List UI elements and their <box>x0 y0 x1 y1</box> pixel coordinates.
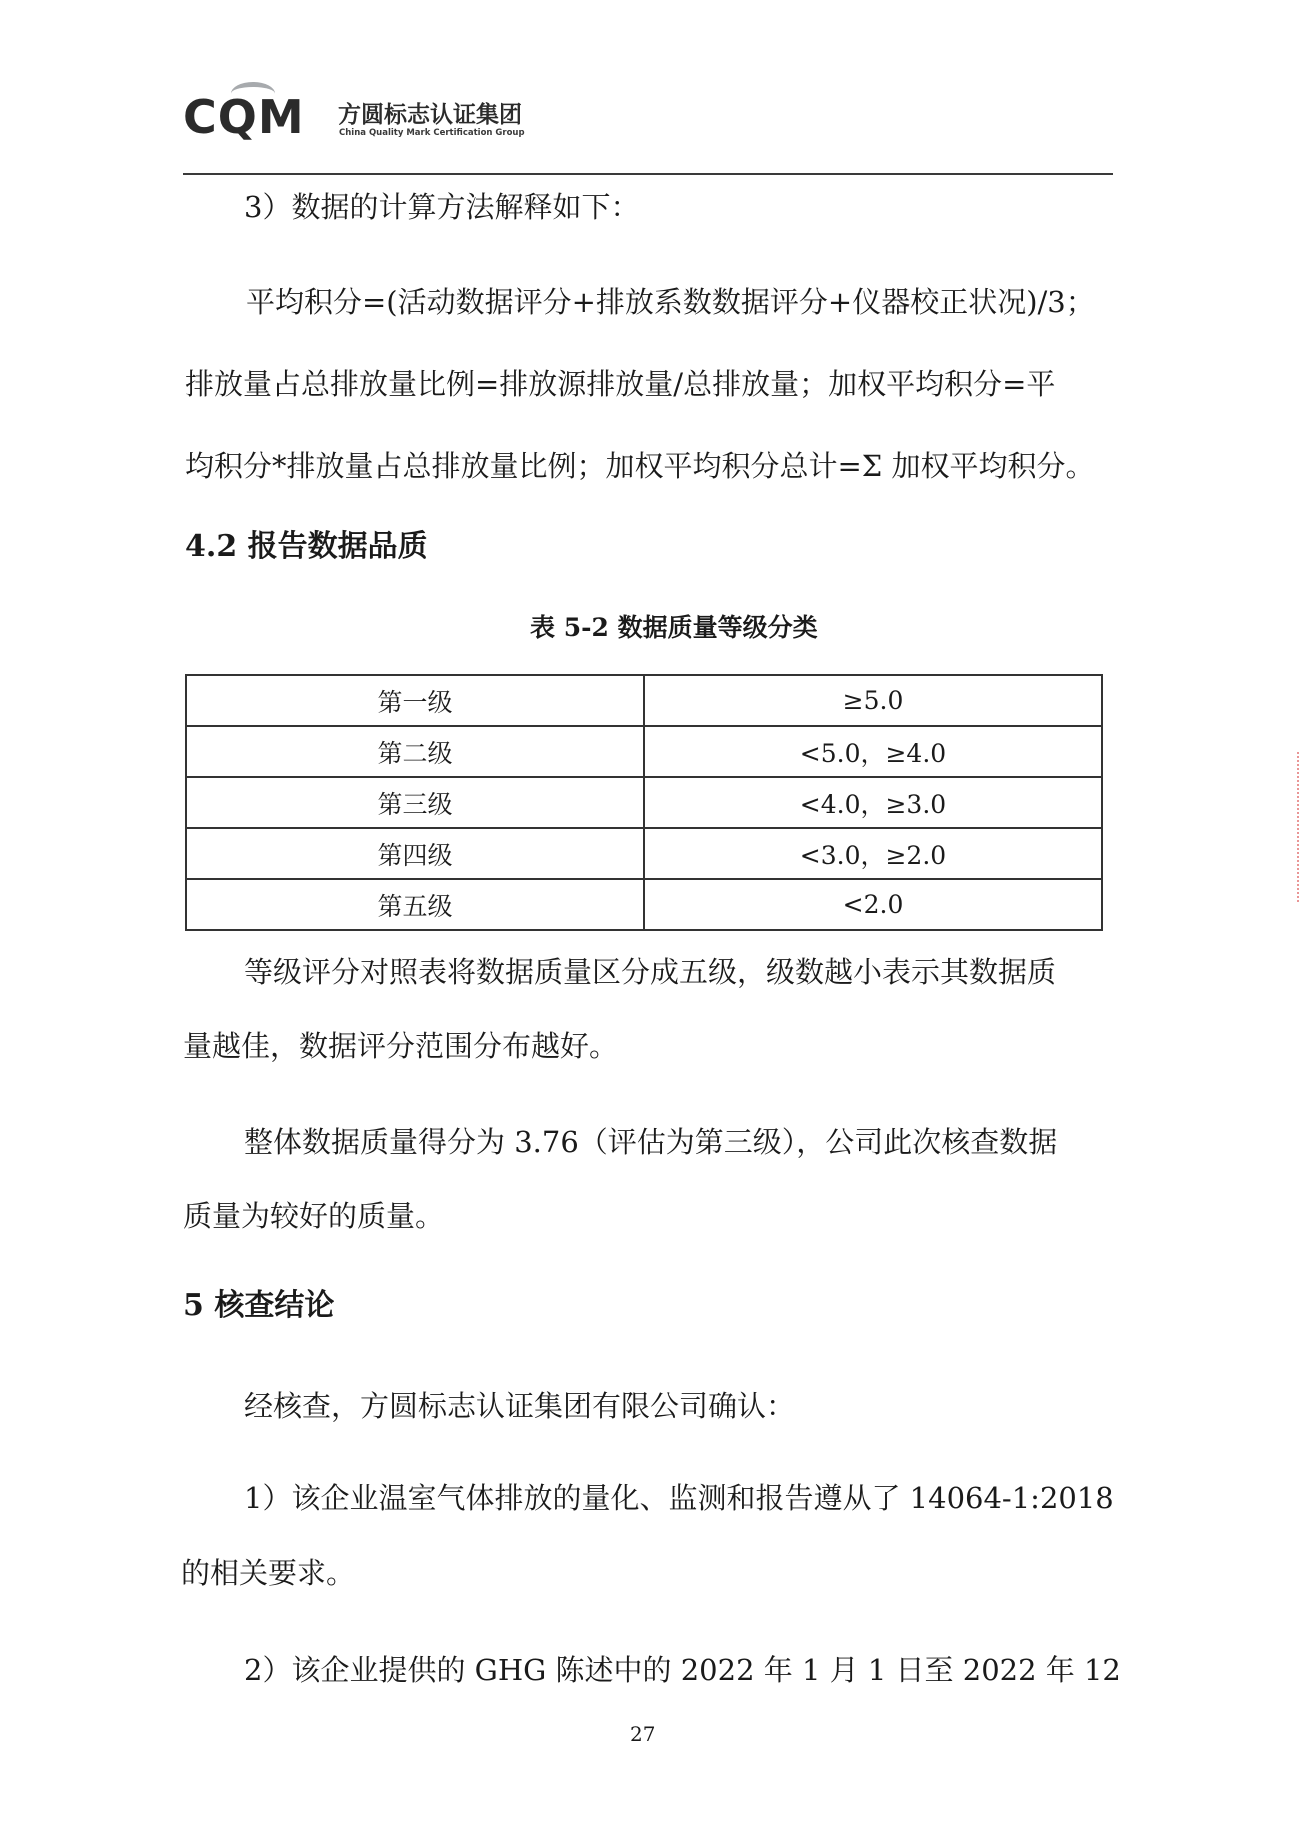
paragraph-conclusion-1-line-2: 的相关要求。 <box>181 1556 356 1590</box>
table-row <box>186 879 1102 930</box>
org-name-cn: 方圆标志认证集团 <box>338 102 522 128</box>
table-caption: 表 5-2 数据质量等级分类 <box>530 613 818 642</box>
org-name-en: China Quality Mark Certification Group <box>339 128 525 138</box>
grade-cell: 第一级 <box>186 675 644 726</box>
paragraph-score-line-1: 整体数据质量得分为 3.76（评估为第三级），公司此次核查数据 <box>244 1125 1058 1159</box>
seal-edge-mark <box>1297 752 1311 902</box>
paragraph-formula-line-1: 平均积分=(活动数据评分+排放系数数据评分+仪器校正状况)/3； <box>246 285 1095 319</box>
paragraph-conclusion-2-line-1: 2）该企业提供的 GHG 陈述中的 2022 年 1 月 1 日至 2022 年 12 <box>244 1653 1121 1687</box>
table-row <box>186 828 1102 879</box>
range-cell: <2.0 <box>644 879 1102 930</box>
range-cell: <3.0，≥2.0 <box>644 828 1102 879</box>
section-heading-5: 5 核查结论 <box>183 1288 335 1323</box>
paragraph-formula-line-3: 均积分*排放量占总排放量比例；加权平均积分总计=Σ 加权平均积分。 <box>185 449 1095 483</box>
paragraph-score-line-2: 质量为较好的质量。 <box>183 1199 445 1233</box>
page-header <box>183 88 1113 160</box>
section-heading-4-2: 4.2 报告数据品质 <box>185 529 428 564</box>
grade-cell: 第二级 <box>186 726 644 777</box>
page-number: 27 <box>630 1722 656 1746</box>
paragraph-formula-line-2: 排放量占总排放量比例=排放源排放量/总排放量；加权平均积分=平 <box>185 367 1056 401</box>
grade-cell: 第五级 <box>186 879 644 930</box>
table-row <box>186 777 1102 828</box>
range-cell: <5.0，≥4.0 <box>644 726 1102 777</box>
header-divider <box>183 173 1113 175</box>
range-cell: ≥5.0 <box>644 675 1102 726</box>
data-quality-table <box>185 674 1103 931</box>
table-row <box>186 675 1102 726</box>
paragraph-calc-intro: 3）数据的计算方法解释如下： <box>244 190 640 224</box>
paragraph-grade-explain-line-1: 等级评分对照表将数据质量区分成五级，级数越小表示其数据质 <box>244 955 1057 989</box>
paragraph-conclusion-1-line-1: 1）该企业温室气体排放的量化、监测和报告遵从了 14064-1:2018 <box>244 1481 1114 1515</box>
table-row <box>186 726 1102 777</box>
logo-text: CQM <box>183 90 305 144</box>
grade-cell: 第四级 <box>186 828 644 879</box>
range-cell: <4.0，≥3.0 <box>644 777 1102 828</box>
paragraph-grade-explain-line-2: 量越佳，数据评分范围分布越好。 <box>183 1029 619 1063</box>
paragraph-conclusion-intro: 经核查，方圆标志认证集团有限公司确认： <box>244 1389 796 1423</box>
grade-cell: 第三级 <box>186 777 644 828</box>
